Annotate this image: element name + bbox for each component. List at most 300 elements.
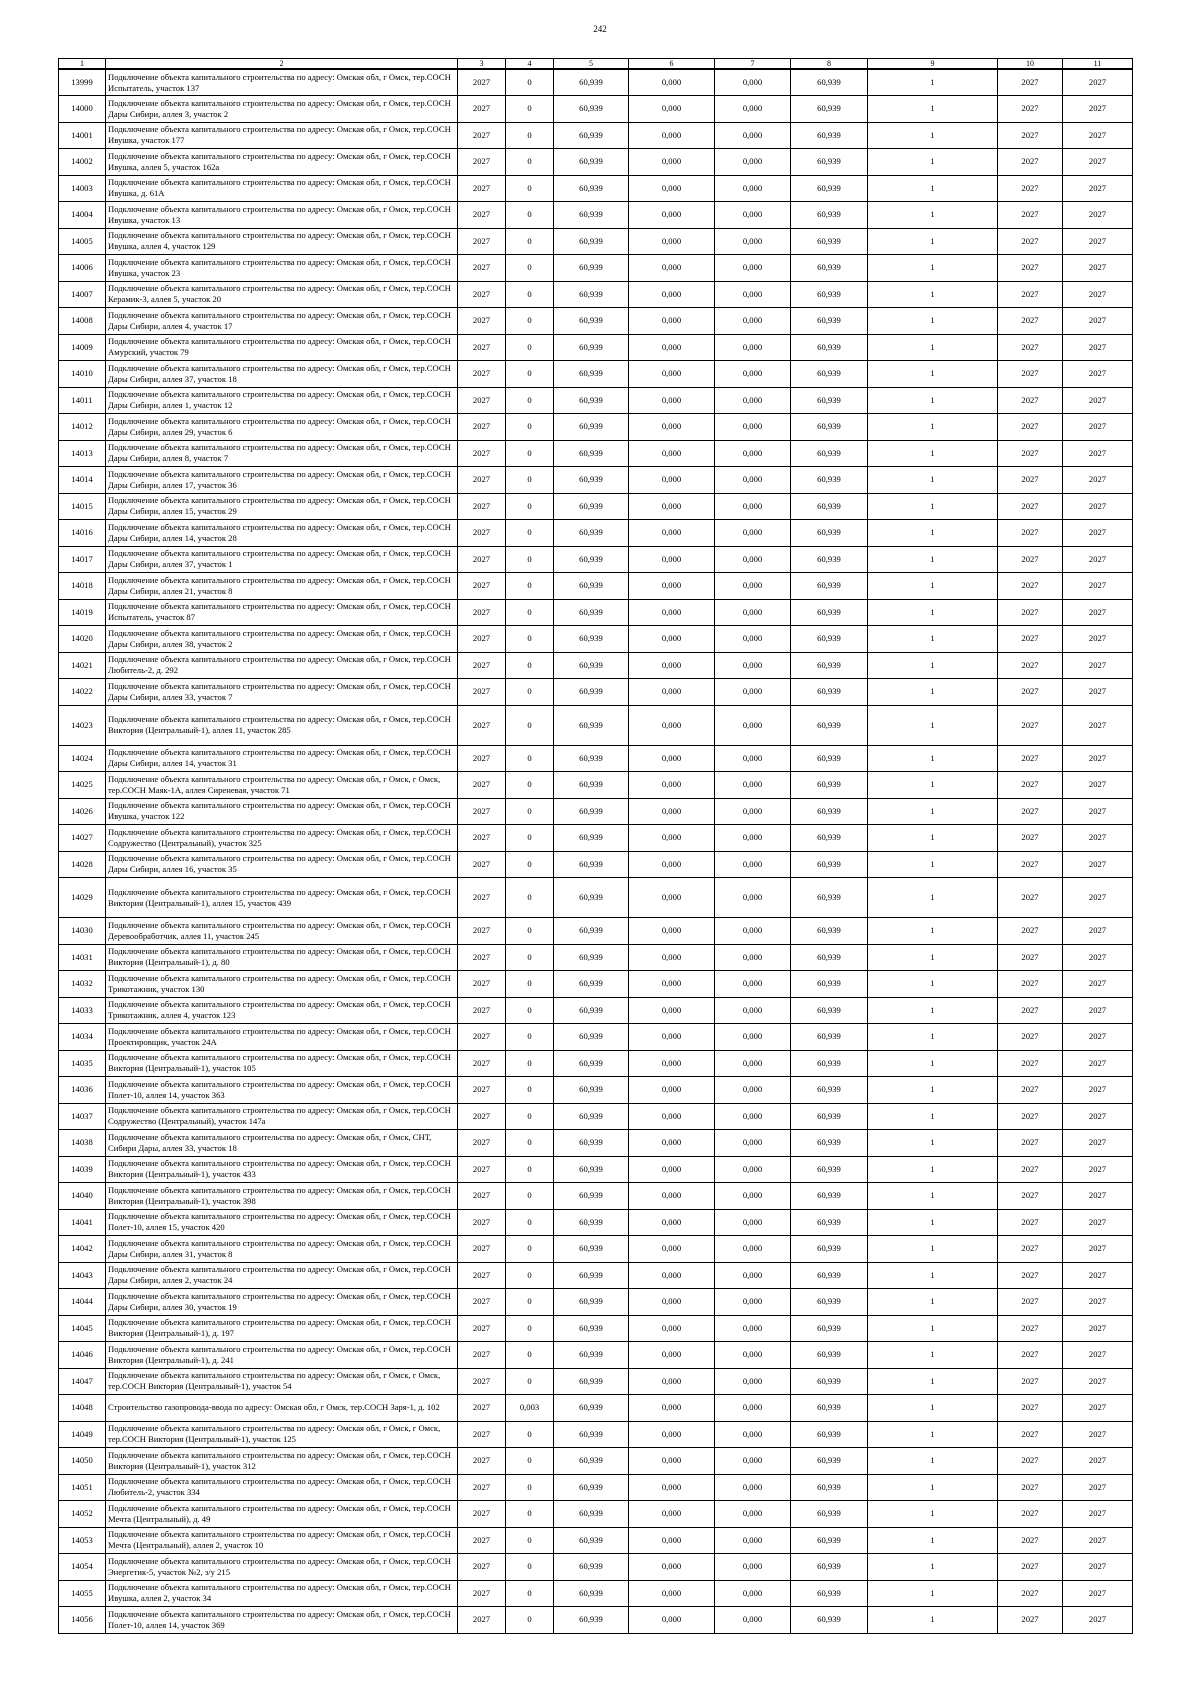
table-cell: 2027 <box>458 997 506 1024</box>
table-cell: 0 <box>506 440 554 467</box>
table-cell: 1 <box>868 1315 998 1342</box>
table-cell: 2027 <box>1063 851 1133 878</box>
row-number: 14047 <box>59 1368 106 1395</box>
table-cell: 2027 <box>998 1103 1063 1130</box>
table-cell: 0,000 <box>715 1315 791 1342</box>
table-cell: 60,939 <box>791 944 868 971</box>
table-cell: 0,000 <box>629 202 715 229</box>
table-cell: 0,000 <box>715 308 791 335</box>
table-cell: 1 <box>868 202 998 229</box>
table-cell: 0,000 <box>715 493 791 520</box>
column-header: 11 <box>1063 59 1133 70</box>
row-description: Подключение объекта капитального строительства по адресу: Омская обл, г Омск, тер.СОСН Дары Сибири, аллея 15, участок 29 <box>106 493 458 520</box>
table-cell: 60,939 <box>791 1368 868 1395</box>
table-cell: 0,000 <box>715 679 791 706</box>
table-row <box>59 1209 1133 1236</box>
table-cell: 2027 <box>458 175 506 202</box>
row-description: Подключение объекта капитального строительства по адресу: Омская обл, г Омск, тер.СОСН Содружество (Центральный), участок 147а <box>106 1103 458 1130</box>
table-cell: 0 <box>506 1209 554 1236</box>
table-cell: 0,000 <box>715 546 791 573</box>
row-description: Подключение объекта капитального строительства по адресу: Омская обл, г Омск, тер.СОСН Полет-10, аллея 14, участок 363 <box>106 1077 458 1104</box>
table-cell: 60,939 <box>554 1289 629 1316</box>
row-description: Подключение объекта капитального строительства по адресу: Омская обл, г Омск, тер.СОСН Дары Сибири, аллея 1, участок 12 <box>106 387 458 414</box>
table-cell: 0,000 <box>715 1077 791 1104</box>
table-cell: 60,939 <box>791 96 868 123</box>
table-cell: 2027 <box>1063 1156 1133 1183</box>
table-cell: 1 <box>868 918 998 945</box>
table-cell: 60,939 <box>791 1554 868 1581</box>
table-cell: 2027 <box>458 1050 506 1077</box>
row-description: Подключение объекта капитального строительства по адресу: Омская обл, г Омск, тер.СОСН Ивушка, участок 23 <box>106 255 458 282</box>
table-cell: 0 <box>506 202 554 229</box>
row-number: 14007 <box>59 281 106 308</box>
row-description: Подключение объекта капитального строительства по адресу: Омская обл, г Омск, тер.СОСН Дары Сибири, аллея 8, участок 7 <box>106 440 458 467</box>
table-cell: 0,000 <box>715 1103 791 1130</box>
table-cell: 2027 <box>998 1156 1063 1183</box>
table-cell: 2027 <box>998 944 1063 971</box>
table-cell: 2027 <box>458 308 506 335</box>
table-cell: 2027 <box>1063 1607 1133 1634</box>
table-cell: 0 <box>506 1236 554 1263</box>
table-cell: 0,000 <box>715 1474 791 1501</box>
table-cell: 60,939 <box>554 96 629 123</box>
table-cell: 0,000 <box>715 467 791 494</box>
table-cell: 60,939 <box>554 1183 629 1210</box>
row-number: 14017 <box>59 546 106 573</box>
table-cell: 0,000 <box>629 1474 715 1501</box>
table-cell: 0,000 <box>629 679 715 706</box>
row-number: 14053 <box>59 1527 106 1554</box>
table-cell: 0,003 <box>506 1395 554 1422</box>
table-cell: 60,939 <box>554 1024 629 1051</box>
table-cell: 60,939 <box>791 69 868 96</box>
table-cell: 0 <box>506 1527 554 1554</box>
table-cell: 60,939 <box>791 798 868 825</box>
table-cell: 0,000 <box>629 387 715 414</box>
row-description: Подключение объекта капитального строительства по адресу: Омская обл, г Омск, тер.СОСН Испытатель, участок 87 <box>106 599 458 626</box>
table-row <box>59 1130 1133 1157</box>
table-cell: 60,939 <box>791 599 868 626</box>
table-cell: 0,000 <box>629 1395 715 1422</box>
table-cell: 60,939 <box>791 520 868 547</box>
row-number: 14032 <box>59 971 106 998</box>
table-cell: 0,000 <box>629 1077 715 1104</box>
table-cell: 2027 <box>1063 918 1133 945</box>
row-description: Подключение объекта капитального строительства по адресу: Омская обл, г Омск, тер.СОСН Виктория (Центральный-1), д. 197 <box>106 1315 458 1342</box>
table-cell: 2027 <box>458 255 506 282</box>
table-cell: 60,939 <box>554 1554 629 1581</box>
table-cell: 0 <box>506 255 554 282</box>
table-cell: 1 <box>868 228 998 255</box>
table-cell: 2027 <box>458 1289 506 1316</box>
row-description: Подключение объекта капитального строительства по адресу: Омская обл, г Омск, тер.СОСН Деревообработчик, аллея 11, участок 245 <box>106 918 458 945</box>
table-cell: 0,000 <box>715 255 791 282</box>
table-cell: 0,000 <box>629 1050 715 1077</box>
table-cell: 60,939 <box>554 679 629 706</box>
table-body <box>59 69 1133 1633</box>
table-cell: 2027 <box>998 705 1063 745</box>
table-cell: 2027 <box>998 493 1063 520</box>
table-cell: 2027 <box>458 1342 506 1369</box>
row-description: Подключение объекта капитального строительства по адресу: Омская обл, г Омск, тер.СОСН Дары Сибири, аллея 14, участок 31 <box>106 745 458 772</box>
table-cell: 0,000 <box>715 1527 791 1554</box>
row-number: 14056 <box>59 1607 106 1634</box>
table-cell: 1 <box>868 1024 998 1051</box>
row-number: 14031 <box>59 944 106 971</box>
table-cell: 0 <box>506 599 554 626</box>
table-cell: 2027 <box>1063 1209 1133 1236</box>
table-cell: 0,000 <box>715 1262 791 1289</box>
table-cell: 1 <box>868 1395 998 1422</box>
table-row <box>59 149 1133 176</box>
table-cell: 60,939 <box>791 705 868 745</box>
table-cell: 2027 <box>1063 149 1133 176</box>
table-cell: 0,000 <box>629 772 715 799</box>
table-cell: 0,000 <box>629 918 715 945</box>
table-cell: 0 <box>506 1315 554 1342</box>
table-cell: 60,939 <box>791 1474 868 1501</box>
table-row <box>59 334 1133 361</box>
table-cell: 0 <box>506 122 554 149</box>
table-cell: 0,000 <box>629 414 715 441</box>
table-cell: 0 <box>506 798 554 825</box>
table-cell: 0 <box>506 1554 554 1581</box>
table-cell: 60,939 <box>554 1209 629 1236</box>
table-cell: 0,000 <box>629 69 715 96</box>
table-row <box>59 202 1133 229</box>
table-cell: 60,939 <box>791 878 868 918</box>
table-cell: 2027 <box>1063 652 1133 679</box>
table-cell: 0,000 <box>715 1395 791 1422</box>
table-cell: 2027 <box>1063 1103 1133 1130</box>
table-cell: 0,000 <box>629 1580 715 1607</box>
table-cell: 60,939 <box>791 308 868 335</box>
table-cell: 60,939 <box>791 1342 868 1369</box>
table-cell: 0,000 <box>629 546 715 573</box>
table-cell: 60,939 <box>554 255 629 282</box>
row-description: Подключение объекта капитального строительства по адресу: Омская обл, г Омск, тер.СОСН Ивушка, участок 13 <box>106 202 458 229</box>
row-number: 14028 <box>59 851 106 878</box>
table-cell: 0,000 <box>629 1421 715 1448</box>
row-description: Подключение объекта капитального строительства по адресу: Омская обл, г Омск, тер.СОСН Ивушка, участок 122 <box>106 798 458 825</box>
table-cell: 60,939 <box>791 387 868 414</box>
table-cell: 2027 <box>1063 798 1133 825</box>
table-row <box>59 96 1133 123</box>
row-description: Подключение объекта капитального строительства по адресу: Омская обл, г Омск, тер.СОСН Виктория (Центральный-1), аллея 11, участок 285 <box>106 705 458 745</box>
table-cell: 0,000 <box>629 1130 715 1157</box>
table-cell: 1 <box>868 705 998 745</box>
table-cell: 2027 <box>998 122 1063 149</box>
table-cell: 0 <box>506 944 554 971</box>
table-row <box>59 971 1133 998</box>
table-cell: 2027 <box>1063 944 1133 971</box>
table-cell: 2027 <box>1063 255 1133 282</box>
table-cell: 2027 <box>998 772 1063 799</box>
table-cell: 1 <box>868 772 998 799</box>
table-cell: 0,000 <box>629 467 715 494</box>
table-row <box>59 1421 1133 1448</box>
table-cell: 0,000 <box>629 705 715 745</box>
table-cell: 2027 <box>458 546 506 573</box>
row-number: 14050 <box>59 1448 106 1475</box>
table-cell: 0,000 <box>715 652 791 679</box>
table-cell: 0,000 <box>629 1607 715 1634</box>
table-cell: 0,000 <box>715 228 791 255</box>
table-cell: 2027 <box>458 1395 506 1422</box>
table-cell: 2027 <box>998 626 1063 653</box>
table-row <box>59 122 1133 149</box>
table-cell: 0,000 <box>629 573 715 600</box>
table-cell: 0,000 <box>629 971 715 998</box>
table-cell: 2027 <box>1063 1315 1133 1342</box>
table-cell: 60,939 <box>791 573 868 600</box>
table-cell: 2027 <box>458 414 506 441</box>
table-cell: 2027 <box>998 1077 1063 1104</box>
table-cell: 2027 <box>1063 414 1133 441</box>
table-cell: 0,000 <box>715 1024 791 1051</box>
row-description: Подключение объекта капитального строительства по адресу: Омская обл, г Омск, тер.СОСН Полет-10, аллея 14, участок 369 <box>106 1607 458 1634</box>
table-cell: 2027 <box>998 1395 1063 1422</box>
table-cell: 2027 <box>1063 1580 1133 1607</box>
table-cell: 2027 <box>1063 69 1133 96</box>
table-cell: 0 <box>506 1368 554 1395</box>
table-cell: 60,939 <box>554 878 629 918</box>
table-cell: 2027 <box>998 1289 1063 1316</box>
column-header: 10 <box>998 59 1063 70</box>
table-cell: 1 <box>868 334 998 361</box>
table-cell: 2027 <box>998 202 1063 229</box>
table-cell: 1 <box>868 1130 998 1157</box>
row-description: Подключение объекта капитального строительства по адресу: Омская обл, г Омск, тер.СОСН Дары Сибири, аллея 3, участок 2 <box>106 96 458 123</box>
table-cell: 60,939 <box>554 1103 629 1130</box>
table-row <box>59 745 1133 772</box>
table-cell: 1 <box>868 599 998 626</box>
table-cell: 2027 <box>1063 361 1133 388</box>
table-cell: 2027 <box>1063 1262 1133 1289</box>
table-cell: 60,939 <box>791 493 868 520</box>
table-cell: 0,000 <box>715 1050 791 1077</box>
table-row <box>59 1342 1133 1369</box>
table-cell: 60,939 <box>791 1050 868 1077</box>
column-header: 1 <box>59 59 106 70</box>
table-cell: 60,939 <box>554 1156 629 1183</box>
table-cell: 0,000 <box>629 1315 715 1342</box>
row-description: Подключение объекта капитального строительства по адресу: Омская обл, г Омск, тер.СОСН Испытатель, участок 137 <box>106 69 458 96</box>
row-description: Подключение объекта капитального строительства по адресу: Омская обл, г Омск, тер.СОСН Ивушка, участок 177 <box>106 122 458 149</box>
table-row <box>59 1474 1133 1501</box>
table-cell: 2027 <box>1063 1527 1133 1554</box>
table-cell: 0,000 <box>629 878 715 918</box>
table-cell: 1 <box>868 1421 998 1448</box>
table-cell: 60,939 <box>791 1130 868 1157</box>
table-cell: 0 <box>506 1077 554 1104</box>
table-cell: 0,000 <box>629 175 715 202</box>
table-cell: 1 <box>868 573 998 600</box>
header-row <box>59 59 1133 70</box>
table-cell: 2027 <box>1063 1554 1133 1581</box>
table-row <box>59 1236 1133 1263</box>
row-description: Подключение объекта капитального строительства по адресу: Омская обл, г Омск, тер.СОСН Дары Сибири, аллея 4, участок 17 <box>106 308 458 335</box>
table-cell: 0,000 <box>715 334 791 361</box>
table-cell: 1 <box>868 387 998 414</box>
table-cell: 2027 <box>1063 96 1133 123</box>
row-description: Подключение объекта капитального строительства по адресу: Омская обл, г Омск, тер.СОСН Дары Сибири, аллея 38, участок 2 <box>106 626 458 653</box>
table-cell: 2027 <box>1063 745 1133 772</box>
table-cell: 60,939 <box>791 281 868 308</box>
table-cell: 0 <box>506 1421 554 1448</box>
row-description: Подключение объекта капитального строительства по адресу: Омская обл, г Омск, тер.СОСН Дары Сибири, аллея 14, участок 28 <box>106 520 458 547</box>
table-cell: 2027 <box>1063 626 1133 653</box>
table-cell: 60,939 <box>554 1236 629 1263</box>
table-cell: 2027 <box>998 1554 1063 1581</box>
row-number: 14045 <box>59 1315 106 1342</box>
table-cell: 2027 <box>1063 772 1133 799</box>
table-cell: 1 <box>868 1448 998 1475</box>
table-cell: 2027 <box>1063 1024 1133 1051</box>
row-description: Подключение объекта капитального строительства по адресу: Омская обл, г Омск, тер.СОСН Керамик-3, аллея 5, участок 20 <box>106 281 458 308</box>
table-cell: 2027 <box>1063 281 1133 308</box>
table-cell: 60,939 <box>791 228 868 255</box>
table-cell: 0,000 <box>715 202 791 229</box>
table-cell: 0 <box>506 546 554 573</box>
table-cell: 0,000 <box>629 228 715 255</box>
table-cell: 60,939 <box>791 652 868 679</box>
table-cell: 60,939 <box>791 679 868 706</box>
table-cell: 1 <box>868 971 998 998</box>
table-row <box>59 1315 1133 1342</box>
table-cell: 60,939 <box>554 825 629 852</box>
table-cell: 60,939 <box>554 705 629 745</box>
table-cell: 2027 <box>1063 1501 1133 1528</box>
row-number: 14051 <box>59 1474 106 1501</box>
table-cell: 60,939 <box>791 918 868 945</box>
table-cell: 2027 <box>458 1474 506 1501</box>
table-row <box>59 1262 1133 1289</box>
table-row <box>59 825 1133 852</box>
table-cell: 2027 <box>998 467 1063 494</box>
row-number: 14044 <box>59 1289 106 1316</box>
table-cell: 1 <box>868 1289 998 1316</box>
row-number: 14035 <box>59 1050 106 1077</box>
table-cell: 60,939 <box>554 1474 629 1501</box>
table-cell: 2027 <box>998 1368 1063 1395</box>
table-cell: 60,939 <box>554 149 629 176</box>
table-cell: 0,000 <box>715 745 791 772</box>
table-cell: 0 <box>506 69 554 96</box>
row-number: 14048 <box>59 1395 106 1422</box>
table-cell: 0 <box>506 652 554 679</box>
row-description: Подключение объекта капитального строительства по адресу: Омская обл, г Омск, тер.СОСН Виктория (Центральный-1), д. 241 <box>106 1342 458 1369</box>
table-cell: 2027 <box>998 281 1063 308</box>
table-cell: 60,939 <box>554 626 629 653</box>
table-cell: 2027 <box>458 1262 506 1289</box>
table-cell: 2027 <box>458 69 506 96</box>
row-description: Подключение объекта капитального строительства по адресу: Омская обл, г Омск, тер.СОСН Дары Сибири, аллея 17, участок 36 <box>106 467 458 494</box>
row-description: Подключение объекта капитального строительства по адресу: Омская обл, г Омск, тер.СОСН Дары Сибири, аллея 37, участок 18 <box>106 361 458 388</box>
table-cell: 60,939 <box>554 1448 629 1475</box>
table-cell: 0 <box>506 520 554 547</box>
row-description: Подключение объекта капитального строительства по адресу: Омская обл, г Омск, тер.СОСН Мечта (Центральный), аллея 2, участок 10 <box>106 1527 458 1554</box>
table-cell: 0,000 <box>715 1236 791 1263</box>
row-description: Подключение объекта капитального строительства по адресу: Омская обл, г Омск, тер.СОСН Виктория (Центральный-1), аллея 15, участок 439 <box>106 878 458 918</box>
table-cell: 2027 <box>998 1183 1063 1210</box>
table-cell: 0 <box>506 1342 554 1369</box>
row-number: 14040 <box>59 1183 106 1210</box>
table-cell: 1 <box>868 96 998 123</box>
table-cell: 60,939 <box>791 825 868 852</box>
table-cell: 0,000 <box>629 308 715 335</box>
table-cell: 2027 <box>458 918 506 945</box>
table-row <box>59 626 1133 653</box>
table-cell: 2027 <box>458 1501 506 1528</box>
table-cell: 60,939 <box>554 1527 629 1554</box>
table-cell: 0,000 <box>629 96 715 123</box>
row-number: 14039 <box>59 1156 106 1183</box>
table-cell: 0 <box>506 334 554 361</box>
table-cell: 60,939 <box>554 440 629 467</box>
table-cell: 1 <box>868 1580 998 1607</box>
table-cell: 2027 <box>998 255 1063 282</box>
table-cell: 0,000 <box>715 520 791 547</box>
row-description: Подключение объекта капитального строительства по адресу: Омская обл, г Омск, тер.СОСН Виктория (Центральный-1), участок 105 <box>106 1050 458 1077</box>
table-cell: 2027 <box>998 308 1063 335</box>
table-row <box>59 414 1133 441</box>
table-cell: 0 <box>506 96 554 123</box>
table-cell: 0 <box>506 1130 554 1157</box>
table-cell: 60,939 <box>554 798 629 825</box>
row-description: Подключение объекта капитального строительства по адресу: Омская обл, г Омск, тер.СОСН Трикотажник, аллея 4, участок 123 <box>106 997 458 1024</box>
row-number: 14000 <box>59 96 106 123</box>
table-cell: 60,939 <box>554 414 629 441</box>
table-cell: 60,939 <box>554 1395 629 1422</box>
table-cell: 2027 <box>458 772 506 799</box>
table-cell: 0,000 <box>715 1554 791 1581</box>
table-cell: 2027 <box>998 1527 1063 1554</box>
table-cell: 0,000 <box>715 1289 791 1316</box>
table-cell: 1 <box>868 1554 998 1581</box>
table-cell: 1 <box>868 122 998 149</box>
table-cell: 0 <box>506 1580 554 1607</box>
table-cell: 2027 <box>458 387 506 414</box>
table-cell: 0,000 <box>715 1209 791 1236</box>
table-cell: 2027 <box>458 1527 506 1554</box>
table-row <box>59 599 1133 626</box>
table-cell: 2027 <box>458 825 506 852</box>
table-cell: 0,000 <box>629 255 715 282</box>
table-cell: 1 <box>868 1368 998 1395</box>
table-cell: 60,939 <box>554 599 629 626</box>
table-cell: 60,939 <box>791 546 868 573</box>
row-number: 14038 <box>59 1130 106 1157</box>
row-description: Подключение объекта капитального строительства по адресу: Омская обл, г Омск, тер.СОСН Мечта (Центральный), д. 49 <box>106 1501 458 1528</box>
table-cell: 60,939 <box>791 1580 868 1607</box>
table-row <box>59 772 1133 799</box>
table-cell: 1 <box>868 414 998 441</box>
row-number: 14012 <box>59 414 106 441</box>
table-cell: 2027 <box>998 573 1063 600</box>
table-cell: 2027 <box>458 1077 506 1104</box>
table-cell: 2027 <box>998 1130 1063 1157</box>
table-cell: 0 <box>506 228 554 255</box>
table-cell: 60,939 <box>554 944 629 971</box>
table-cell: 2027 <box>458 705 506 745</box>
table-cell: 2027 <box>458 1448 506 1475</box>
table-row <box>59 69 1133 96</box>
table-cell: 0,000 <box>715 69 791 96</box>
table-cell: 2027 <box>998 798 1063 825</box>
table-cell: 0,000 <box>715 851 791 878</box>
table-cell: 60,939 <box>791 1024 868 1051</box>
